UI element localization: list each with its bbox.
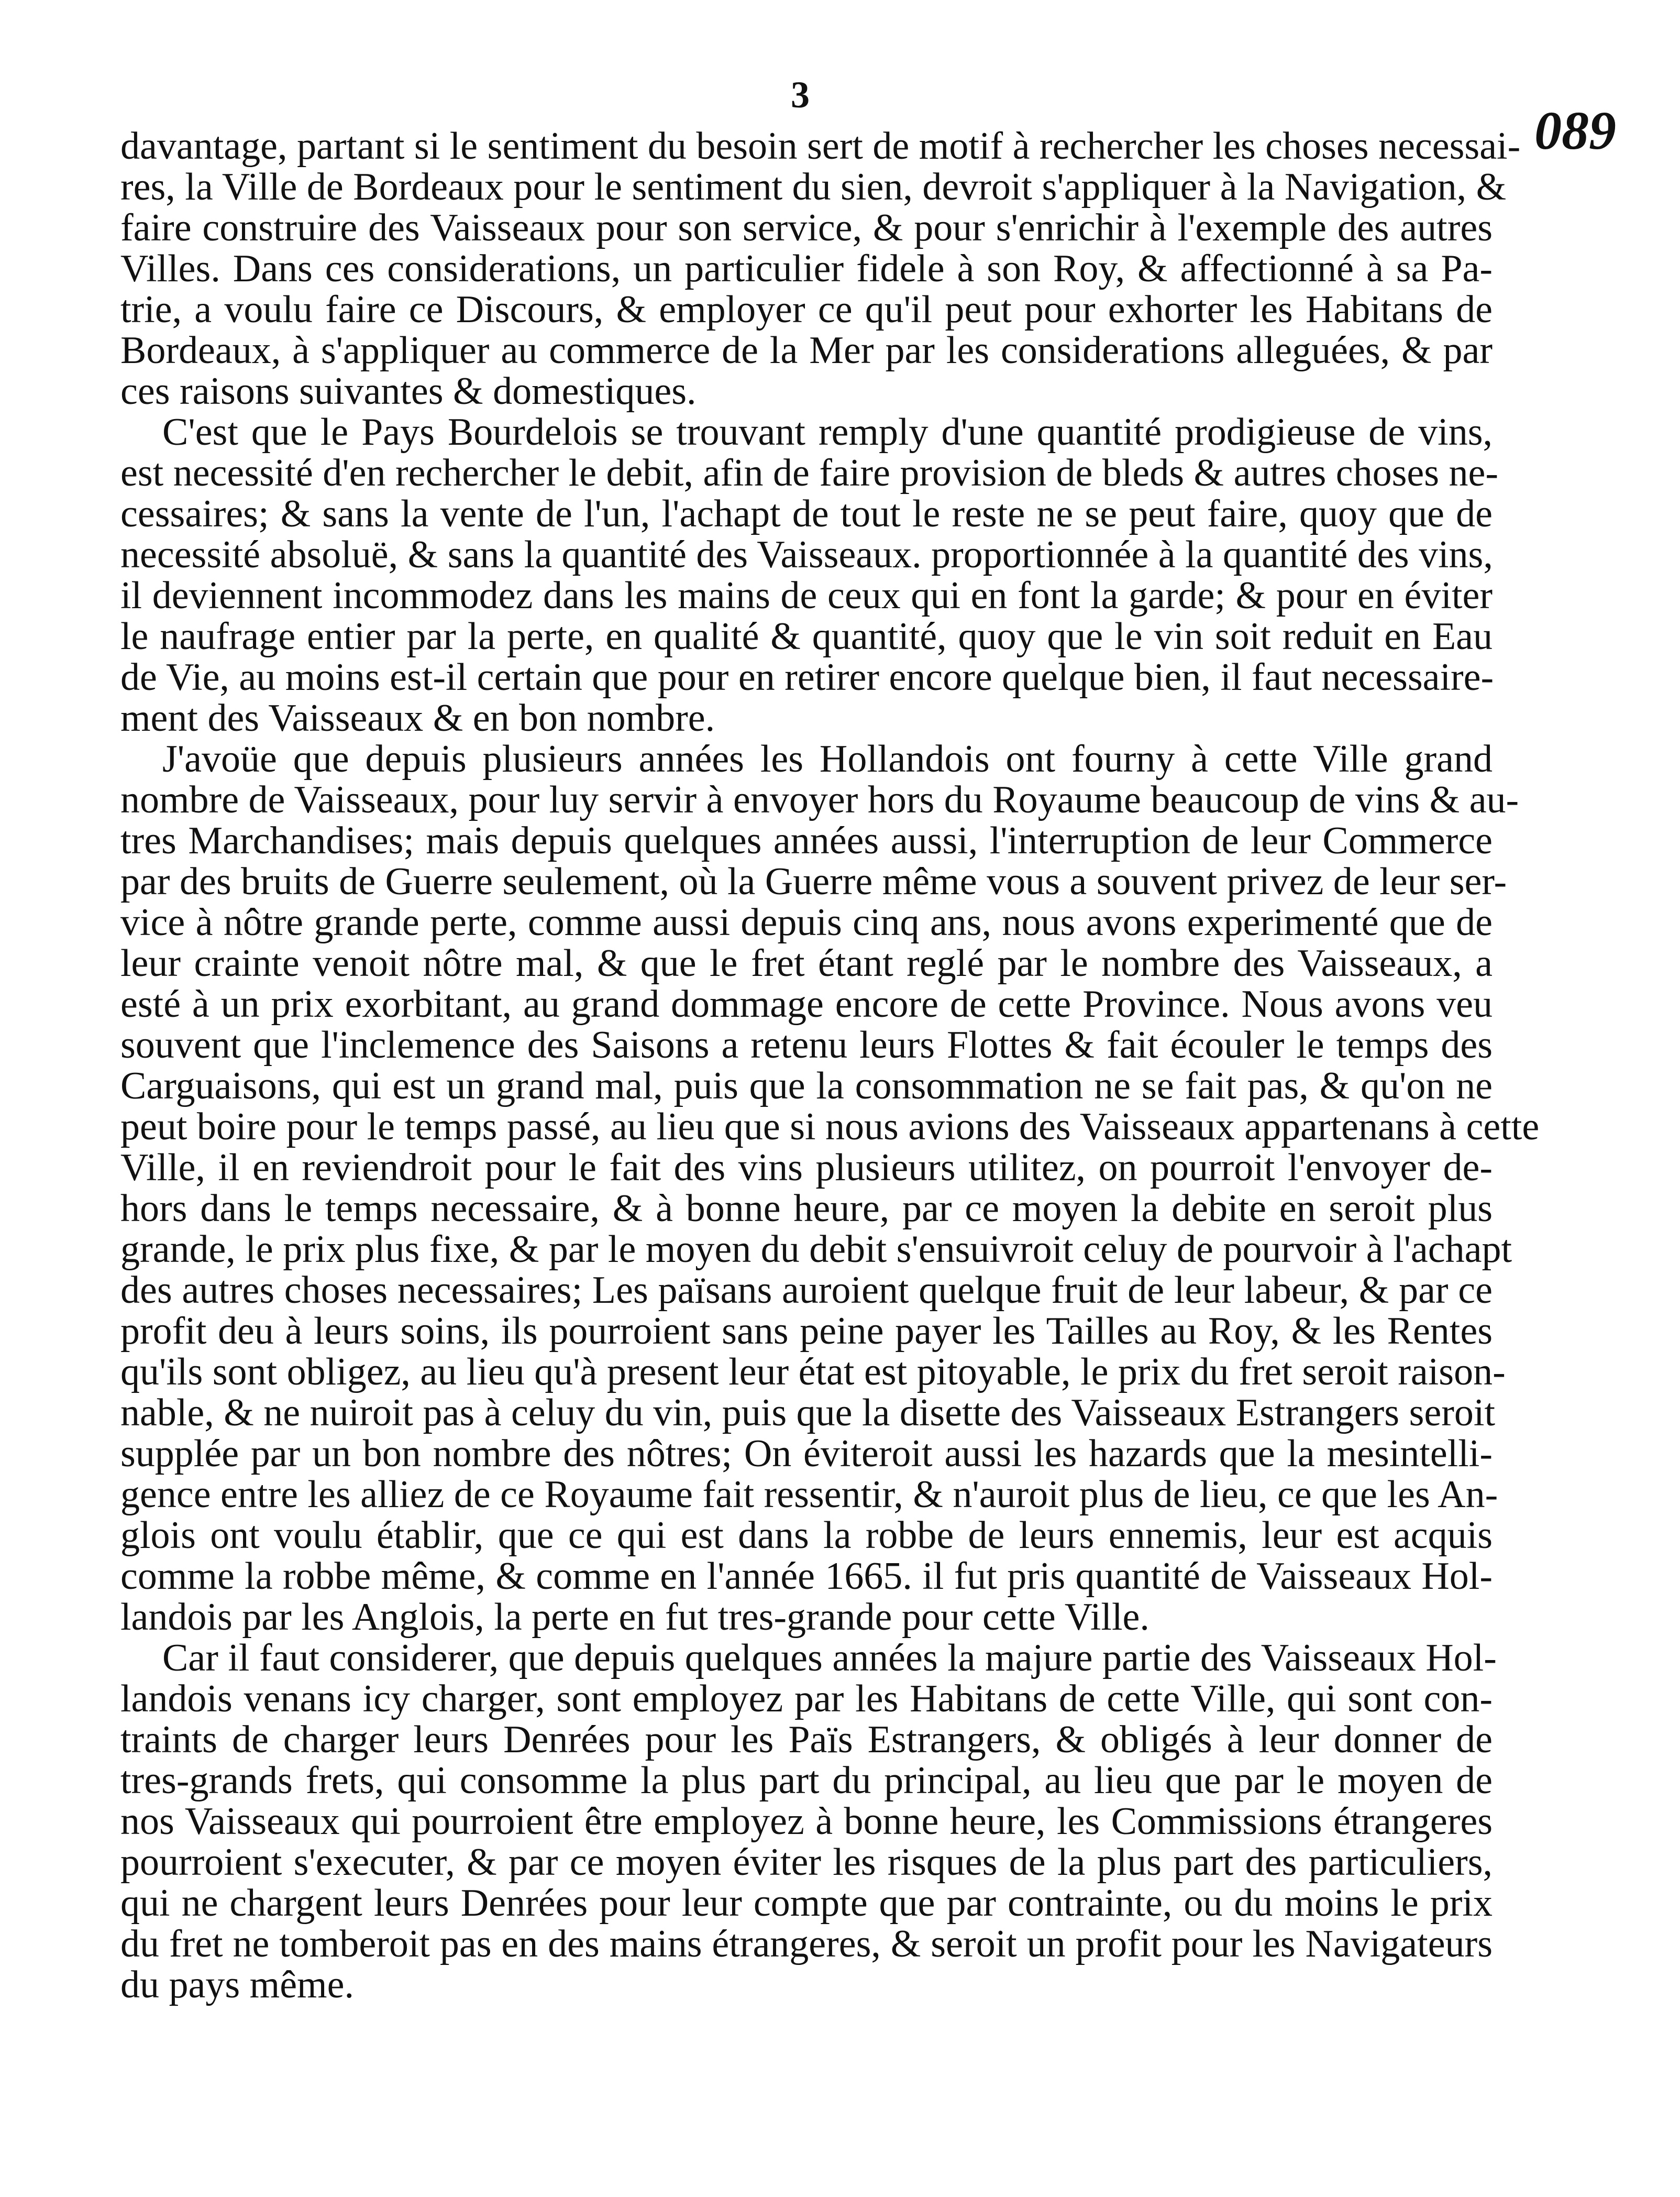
text-line: il deviennent incommodez dans les mains de ceux qui en font la garde; & pour en éviter <box>120 574 1493 617</box>
text-line: Carguaisons, qui est un grand mal, puis que la consommation ne se fait pas, & qu'on ne <box>120 1064 1493 1107</box>
text-line: res, la Ville de Bordeaux pour le sentiment du sien, devroit s'appliquer à la Navigation, & <box>120 166 1507 208</box>
text-line: necessité absoluë, & sans la quantité des Vaisseaux. proportionnée à la quantité des vins, <box>120 533 1493 576</box>
text-line: Car il faut considerer, que depuis quelques années la majure partie des Vaisseaux Hol- <box>162 1636 1497 1679</box>
text-line: traints de charger leurs Denrées pour les Païs Estrangers, & obligés à leur donner de <box>120 1718 1493 1761</box>
text-line: nable, & ne nuiroit pas à celuy du vin, puis que la disette des Vaisseaux Estrangers seroit <box>120 1391 1496 1434</box>
text-line: qui ne chargent leurs Denrées pour leur compte que par contrainte, ou du moins le prix <box>120 1882 1493 1925</box>
text-line: du pays même. <box>120 1963 354 2006</box>
text-line: gence entre les alliez de ce Royaume fait ressentir, & n'auroit plus de lieu, ce que les An- <box>120 1473 1498 1516</box>
text-line: Bordeaux, à s'appliquer au commerce de la Mer par les considerations alleguées, & par <box>120 329 1493 372</box>
text-line: est necessité d'en rechercher le debit, afin de faire provision de bleds & autres choses ne- <box>120 452 1499 495</box>
text-line: J'avoüe que depuis plusieurs années les Hollandois ont fourny à cette Ville grand <box>162 738 1493 781</box>
text-line: nombre de Vaisseaux, pour luy servir à envoyer hors du Royaume beaucoup de vins & au- <box>120 778 1519 821</box>
paragraph-2 <box>120 411 1499 740</box>
paragraph-3 <box>120 738 1540 1639</box>
text-line: esté à un prix exorbitant, au grand dommage encore de cette Province. Nous avons veu <box>120 983 1493 1026</box>
paragraph-4 <box>120 1636 1497 2006</box>
text-line: des autres choses necessaires; Les païsans auroient quelque fruit de leur labeur, & par ce <box>120 1269 1493 1312</box>
text-line: leur crainte venoit nôtre mal, & que le fret étant reglé par le nombre des Vaisseaux, a <box>120 942 1493 985</box>
text-line: Villes. Dans ces considerations, un particulier fidele à son Roy, & affectionné à sa Pa- <box>120 247 1493 290</box>
text-line: cessaires; & sans la vente de l'un, l'achapt de tout le reste ne se peut faire, quoy que de <box>120 492 1493 535</box>
text-line: trie, a voulu faire ce Discours, & employer ce qu'il peut pour exhorter les Habitans de <box>120 288 1493 331</box>
text-line: tres Marchandises; mais depuis quelques années aussi, l'interruption de leur Commerce <box>120 819 1493 862</box>
text-line: comme la robbe même, & comme en l'année 1665. il fut pris quantité de Vaisseaux Hol- <box>120 1555 1493 1598</box>
paragraph-1 <box>120 125 1521 413</box>
text-line: ment des Vaisseaux & en bon nombre. <box>120 697 715 740</box>
text-line: peut boire pour le temps passé, au lieu que si nous avions des Vaisseaux appartenans à cette <box>120 1105 1540 1148</box>
page-number: 3 <box>791 74 810 116</box>
text-line: le naufrage entier par la perte, en qualité & quantité, quoy que le vin soit reduit en Eau <box>120 615 1493 658</box>
text-line: faire construire des Vaisseaux pour son service, & pour s'enrichir à l'exemple des autres <box>120 206 1493 249</box>
text-line: landois venans icy charger, sont employez par les Habitans de cette Ville, qui sont con- <box>120 1677 1493 1720</box>
text-line: C'est que le Pays Bourdelois se trouvant remply d'une quantité prodigieuse de vins, <box>162 411 1493 454</box>
text-line: pourroient s'executer, & par ce moyen éviter les risques de la plus part des particuliers, <box>120 1841 1493 1884</box>
text-line: vice à nôtre grande perte, comme aussi depuis cinq ans, nous avons experimenté que de <box>120 901 1493 944</box>
text-line: supplée par un bon nombre des nôtres; On éviteroit aussi les hazards que la mesintelli- <box>120 1432 1493 1475</box>
text-line: tres-grands frets, qui consomme la plus part du principal, au lieu que par le moyen de <box>120 1759 1493 1802</box>
text-line: Ville, il en reviendroit pour le fait des vins plusieurs utilitez, on pourroit l'envoyer de- <box>120 1146 1493 1189</box>
text-line: profit deu à leurs soins, ils pourroient sans peine payer les Tailles au Roy, & les Rentes <box>120 1310 1493 1353</box>
text-line: souvent que l'inclemence des Saisons a retenu leurs Flottes & fait écouler le temps des <box>120 1024 1493 1067</box>
text-line: grande, le prix plus fixe, & par le moyen du debit s'ensuivroit celuy de pourvoir à l'achapt <box>120 1228 1512 1271</box>
folio-number: 089 <box>1534 101 1616 161</box>
text-line: de Vie, au moins est-il certain que pour en retirer encore quelque bien, il faut necessaire- <box>120 656 1494 699</box>
text-line: du fret ne tomberoit pas en des mains étrangeres, & seroit un profit pour les Navigateurs <box>120 1923 1493 1965</box>
text-line: davantage, partant si le sentiment du besoin sert de motif à rechercher les choses necessai- <box>120 125 1521 168</box>
text-line: hors dans le temps necessaire, & à bonne heure, par ce moyen la debite en seroit plus <box>120 1187 1493 1230</box>
text-line: qu'ils sont obligez, au lieu qu'à present leur état est pitoyable, le prix du fret seroit raison- <box>120 1350 1506 1393</box>
body-text <box>120 125 1540 2006</box>
text-line: nos Vaisseaux qui pourroient être employez à bonne heure, les Commissions étrangeres <box>120 1800 1493 1843</box>
text-line: par des bruits de Guerre seulement, où la Guerre même vous a souvent privez de leur ser- <box>120 860 1507 903</box>
text-line: ces raisons suivantes & domestiques. <box>120 370 697 413</box>
text-line: glois ont voulu établir, que ce qui est dans la robbe de leurs ennemis, leur est acquis <box>120 1514 1493 1557</box>
text-line: landois par les Anglois, la perte en fut tres-grande pour cette Ville. <box>120 1596 1150 1639</box>
